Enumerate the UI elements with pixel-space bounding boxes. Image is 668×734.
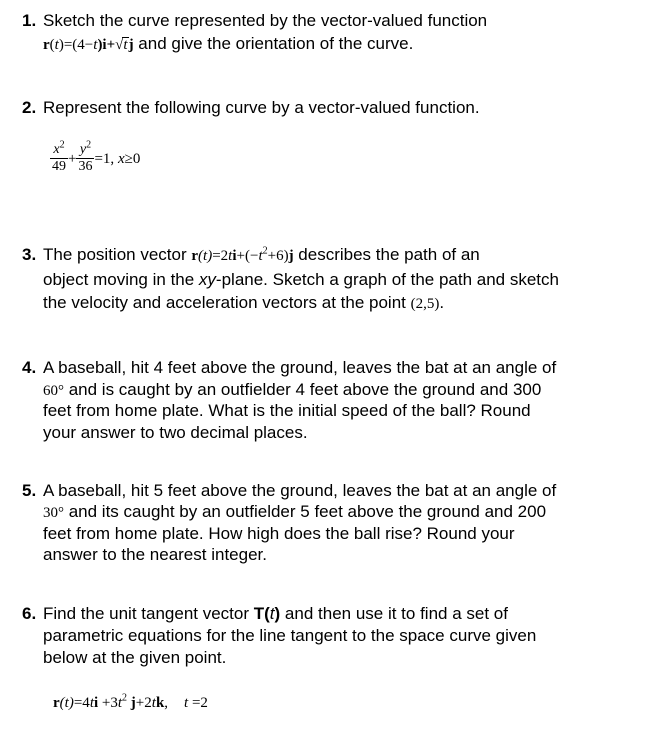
question-text-line3: below at the given point. xyxy=(43,648,227,667)
question-number: 4. xyxy=(22,358,37,377)
question-text-line2: 60° and is caught by an outfielder 4 feet above the ground and 300 xyxy=(43,380,542,399)
question-text-line2: 30° and its caught by an outfielder 5 feet above the ground and 200 xyxy=(43,502,547,521)
question-number: 6. xyxy=(22,604,37,623)
point-coordinates: (2,5) xyxy=(410,296,440,312)
position-vector-equation: $r(t)=2ti+(-t^2+6)j$ xyxy=(191,245,294,264)
question-text-line4: your answer to two decimal places. xyxy=(43,423,308,442)
question-text-line2: parametric equations for the line tangent to the space curve given xyxy=(43,626,537,645)
question-text-line4: answer to the nearest integer. xyxy=(43,545,267,564)
space-curve-equation: $r(t)=4ti +3t^2$ j+2tk, t =2 xyxy=(53,692,208,711)
angle-value: 60° xyxy=(43,383,64,399)
ellipse-equation: $\frac{x^2}{49}$ + $\frac{y^2}{36}$ =1, x≥0 xyxy=(52,139,141,174)
question-text-line2: r(t)=(4−t)i+√tj and give the orientation of the curve. xyxy=(43,34,414,53)
question-text: A baseball, hit 5 feet above the ground, leaves the bat at an angle of xyxy=(43,481,557,500)
question-number: 5. xyxy=(22,481,37,500)
question-text-line3: feet from home plate. How high does the ball rise? Round your xyxy=(43,524,515,543)
question-text: Find the unit tangent vector T(t) and then use it to find a set of xyxy=(43,604,508,623)
question-text: A baseball, hit 4 feet above the ground, leaves the bat at an angle of xyxy=(43,358,557,377)
vector-function-equation: r(t)=(4−t)i+√tj xyxy=(43,37,134,53)
question-text-line3: feet from home plate. What is the initial speed of the ball? Round xyxy=(43,401,531,420)
question-text: The position vector $r(t)=2ti+(-t^2+6)j$ describes the path of an xyxy=(43,245,480,264)
question-number: 2. xyxy=(22,98,37,117)
question-number: 1. xyxy=(22,11,37,30)
question-text-line3: the velocity and acceleration vectors at the point (2,5). xyxy=(43,293,445,312)
question-text-line2: object moving in the xy-plane. Sketch a graph of the path and sketch xyxy=(43,270,559,289)
question-text: Sketch the curve represented by the vector-valued function xyxy=(43,11,488,30)
angle-value: 30° xyxy=(43,505,64,521)
question-text: Represent the following curve by a vector-valued function. xyxy=(43,98,480,117)
question-number: 3. xyxy=(22,245,37,264)
